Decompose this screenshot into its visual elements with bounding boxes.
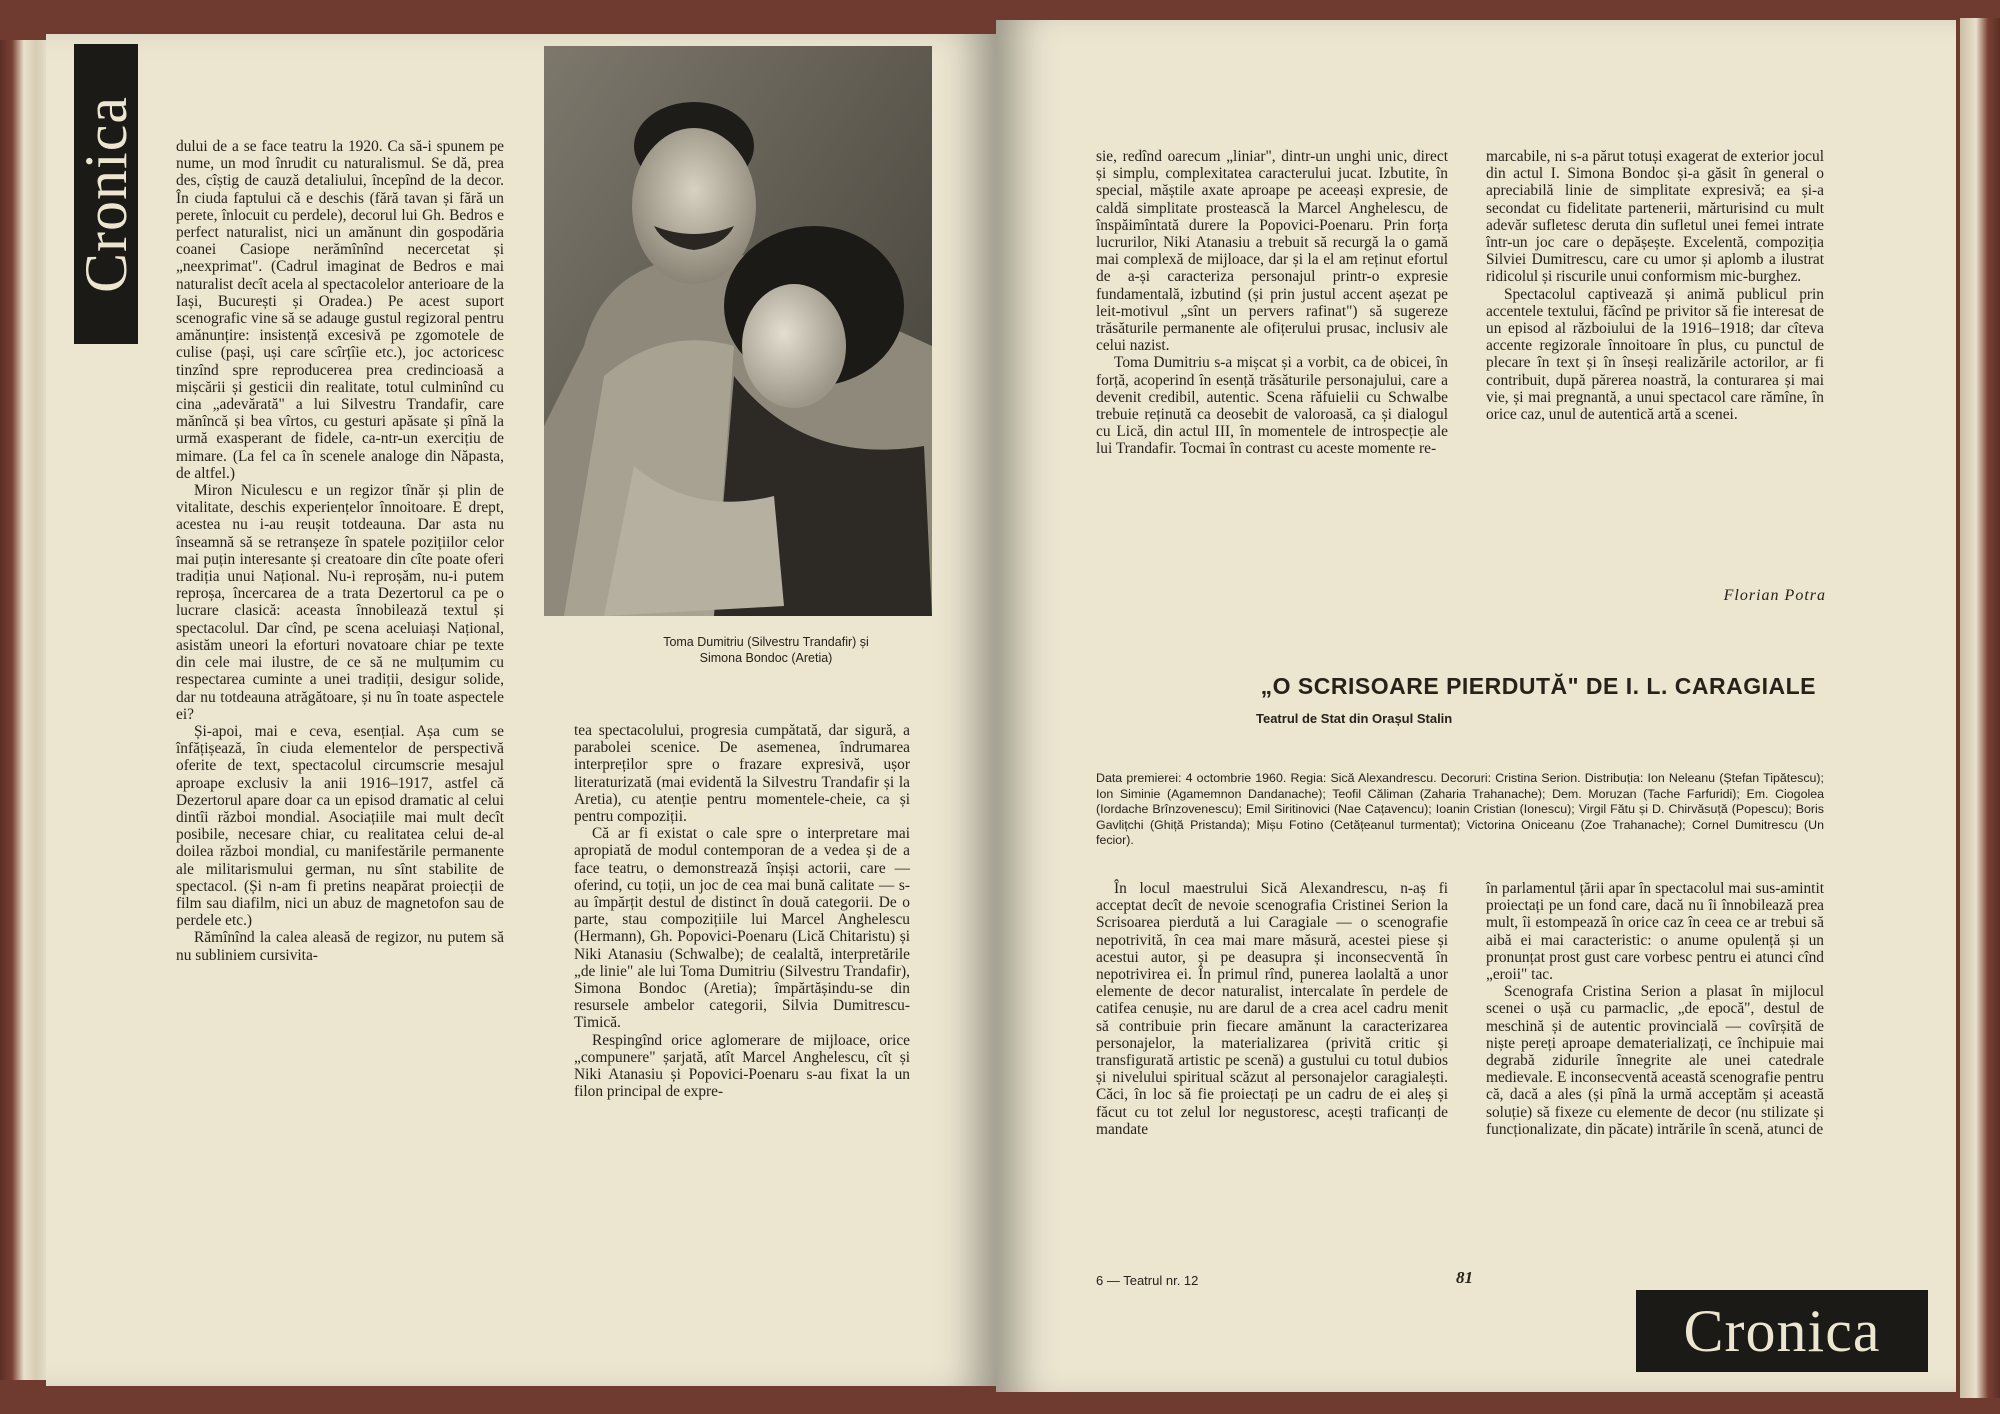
cronica-badge-label: Cronica: [1683, 1297, 1881, 1364]
paragraph: În locul maestrului Sică Alexandrescu, n-aș fi acceptat decît de nevoie scenografia Cristinei Serion la Scrisoarea pierdută a lui Caragiale — o scenografie nepotrivită, în cea mai mare măsură, acestei piese și acestui autor, și pe deasupra și inconsecventă în nepotrivirea ei. În primul rînd, punerea laolaltă a unor elemente de decor naturalist, intercalate în perdele de catifea cenușie, nu are darul de a crea acel cadru menit să contribuie prin fiecare amănunt la caracterizarea personajelor, la materializarea (privită critic și transfigurată artistic pe scenă) a gustului cu totul dubios și nivelului spiritual scăzut al personajelor caragialești. Căci, în loc să fie proiectați pe un cadru de ei aleș și făcut cu tot zelul lor negustoresc, acești traficanți de mandate: [1096, 880, 1448, 1138]
article-column-4: [1486, 148, 1824, 423]
article-column-3: [1096, 148, 1448, 458]
paragraph: Respingînd orice aglomerare de mijloace, orice „compunere" șarjată, atît Marcel Anghelescu, cît și Niki Atanasiu și Popovici-Poenaru s-au fixat la un filon principal de expre-: [574, 1031, 910, 1101]
paragraph: Toma Dumitriu s-a mișcat și a vorbit, ca de obicei, în forță, acoperind în esență trăsăturile personajului, care a devenit credibil, autentic. Scena răfuielii cu Schwalbe trebuie reținută ca deosebit de valoroasă, ca și dialogul cu Lică, din actul III, în momentele de introspecție ale lui Trandafir. Tocmai în contrast cu aceste momente re-: [1096, 354, 1448, 458]
paragraph: Scenografa Cristina Serion a plasat în mijlocul scenei o ușă cu parmaclic, „de epocă", destul de meschină și de autentic provincială — covîrșită de niște pereți aproape dematerializați, ce închipuie mai degrabă zidurile înnegrite ale unei catedrale medievale. E inconsecventă această scenografie pentru că, dacă a ales (și pînă la urmă acceptăm și această soluție) să fixeze cu elemente de decor (nu stilizate și funcționalizate, din păcate) intrările în scenă, atunci de: [1486, 983, 1824, 1138]
paragraph: marcabile, ni s-a părut totuși exagerat de exterior jocul din actul I. Simona Bondoc și-a găsit în general o apreciabilă linie de simplitate expresivă; ea și-a secondat cu fidelitate partenerii, mărturisind cu mult adevăr sufletesc deruta din sufletul unei femei intrate într-un joc care o depășește. Excelentă, compoziția Silviei Dumitrescu, care cu umor și aplomb a ilustrat ridicolul și riscurile unui conformism mic-burghez.: [1486, 148, 1824, 286]
left-page: [46, 34, 996, 1386]
article-column-2: [574, 722, 910, 1100]
article-column-6: [1486, 880, 1824, 1138]
paragraph: Rămînînd la calea aleasă de regizor, nu putem să nu subliniem cursivita-: [176, 929, 504, 964]
issue-footer: 6 — Teatrul nr. 12: [1096, 1273, 1199, 1288]
review-title: „O SCRISOARE PIERDUTĂ" DE I. L. CARAGIALE: [1260, 673, 1816, 699]
paragraph: Spectacolul captivează și animă publicul prin accentele textului, făcînd pe privitor să fie interesat de un episod al războiului de la 1916–1918; dar cîteva accente regizorale înnoitoare în plus, cu punctul de plecare în text și în înseși realizările actorilor, ar fi contribuit, după părerea noastră, la conturarea și mai vie, și mai pregnantă, a unui spectacol care rămîne, în orice caz, unul de autentică artă a scenei.: [1486, 285, 1824, 424]
paragraph: în parlamentul țării apar în spectacolul mai sus-amintit proiectați pe un fond care, dacă nu îi înnobilează prea mult, îi estompează în orice caz în ceea ce ar trebui să aibă ei mai caracteristic: o anume opulență și un pronunțat prost gust care vorbesc pentru ei atunci cînd „eroii" tac.: [1486, 880, 1824, 984]
production-photo: [544, 46, 932, 616]
paragraph: tea spectacolului, progresia cumpătată, dar sigură, a parabolei scenice. De asemenea, îndrumarea interpreților spre o frazare expresivă, ușor literaturizată (mai evidentă la Silvestru Trandafir și la Aretia), cu atenție pentru momentele-cheie, ca și pentru compoziții.: [574, 722, 910, 826]
article-column-5: [1096, 880, 1448, 1138]
production-credits: Data premierei: 4 octombrie 1960. Regia: Sică Alexandrescu. Decoruri: Cristina Serion. Distribuția: Ion Neleanu (Ștefan Tipătescu); Ion Siminie (Agamemnon Dandanache); Teofil Căliman (Zaharia Trahanache); Dem. Moruzan (Tache Farfuridi); Em. Ciogolea (Iordache Brînzovenescu); Emil Siritinovici (Nae Cațavencu); Ioanin Cristian (Ionescu); Virgil Fătu și D. Chirvăsuță (Popescu); Boris Gavlițchi (Ghiță Pristanda); Mișu Fotino (Cetățeanul turmentat); Victorina Oniceanu (Zoe Trahanache); Cornel Dumitrescu (Un fecior).: [1096, 771, 1824, 848]
author-signature: Florian Potra: [1723, 587, 1826, 604]
cronica-badge-label: Cronica: [72, 95, 139, 293]
paragraph: Că ar fi existat o cale spre o interpretare mai apropiată de modul contemporan de a vedea și de a face teatru, o demonstrează înșiși actorii, care — oferind, cu toții, un joc de cea mai bună calitate — s-au împărțit destul de distinct în două categorii. De o parte, stau compozițiile lui Marcel Anghelescu (Hermann), Gh. Popovici-Poenaru (Lică Chitaristu) și Niki Atanasiu (Schwalbe); de cealaltă, interpretările „de linie" ale lui Toma Dumitriu (Silvestru Trandafir), Simona Bondoc (Aretia); împărtășindu-se din resursele ambelor categorii, Silvia Dumitrescu-Timică.: [574, 825, 910, 1032]
cronica-badge-horizontal: [1636, 1290, 1928, 1372]
paragraph: Și-apoi, mai e ceva, esențial. Așa cum se înfățișează, în ciuda elementelor de perspectivă oferite de text, spectacolul circumscrie mesajul aproape exclusiv la anii 1916–1917, astfel că Dezertorul apare doar ca un episod dramatic al celui dintîi război mondial. Asociațiile mai mult decît posibile, necesare chiar, cu realitatea celui de-al doilea război mondial, cu manifestările permanente ale militarismului german, nu sînt stabilite de spectacol. (Și n-am fi pretins neapărat proiecții de film sau diafilm, nici un abuz de magnetofon sau de perdele etc.): [176, 722, 504, 930]
paragraph: sie, redînd oarecum „liniar", dintr-un unghi unic, direct și simplu, complexitatea caracterului jucat. Izbutite, în special, măștile axate aproape pe aceeași expresie, de caldă simplitate prostească la Marcel Anghelescu, de înspăimîntată durere la Popovici-Poenaru. Prin forța lucrurilor, Niki Atanasiu a trebuit să recurgă la o gamă mai complexă de mijloace, dar și la el am reținut efortul de a-și caracteriza personajul printr-o expresie fundamentală, izbutind (și prin justul accent așezat pe leit-motivul „sînt un pervers rafinat") să sugereze trăsăturile permanente ale ofițerului prusac, inclusiv ale celui nazist.: [1096, 148, 1448, 355]
photo-illustration: [544, 46, 932, 616]
paragraph: Miron Niculescu e un regizor tînăr și plin de vitalitate, deschis experiențelor înnoitoare. E drept, acestea nu i-au reușit totdeauna. Dar asta nu înseamnă să se retranșeze în spatele pozițiilor celor mai puțin interesante și creatoare din cîte poate oferi tradiția unui Național. Nu-i reproșăm, nu-i putem reproșa, încercarea de a trata Dezertorul ca pe o lucrare clasică: aceasta înnobilează textul și spectacolul. Dar cînd, pe scena aceluiași Național, asistăm uneori la eforturi novatoare chiar pe texte din cele mai ilustre, de ce să ne mulțumim cu respectarea cuminte a unei tradiții, desigur solide, dar nu totdeauna atrăgătoare, și nu în toate aspectele ei?: [176, 482, 504, 723]
page-number: 81: [1456, 1268, 1473, 1287]
photo-caption: Toma Dumitriu (Silvestru Trandafir) și Simona Bondoc (Aretia): [663, 635, 869, 665]
book-edge-right: [1960, 18, 2000, 1398]
cronica-badge-vertical: [74, 44, 138, 344]
article-column-1: [176, 138, 504, 964]
paragraph: dului de a se face teatru la 1920. Ca să-i spunem pe nume, un mod înrudit cu naturalismul. Se dă, prea des, cîștig de cauză detaliului, începînd de la decor. În ciuda faptului că e deschis (fără tavan și fără un perete, înlocuit cu perdele), decorul lui Gh. Bedros e perfect naturalist, nici un amănunt din gospodăria coanei Casiope nerămînînd necercetat și „neexprimat". (Cadrul imaginat de Bedros e mai naturalist decît acela al spectacolelor anterioare de la Iași, București și Oradea.) Pe acest suport scenografic vine să se adauge gustul regizoral pentru amănunțire: insistență excesivă pe zgomotele de culise (pași, uși care scîrțîie etc.), joc actoricesc tinzînd spre reproducerea prea credincioasă a mișcării și gesticii din realitate, totul culminînd cu cina „adevărată" a lui Silvestru Trandafir, care mănîncă și bea vîrtos, cu gesturi apăsate și pînă la urmă exasperant de fidele, ca-ntr-un exercițiu de mimare. (La fel ca în scenele analoge din Năpasta, de altfel.): [176, 138, 504, 482]
review-subtitle: Teatrul de Stat din Orașul Stalin: [1256, 711, 1453, 726]
right-page: [996, 20, 1956, 1392]
